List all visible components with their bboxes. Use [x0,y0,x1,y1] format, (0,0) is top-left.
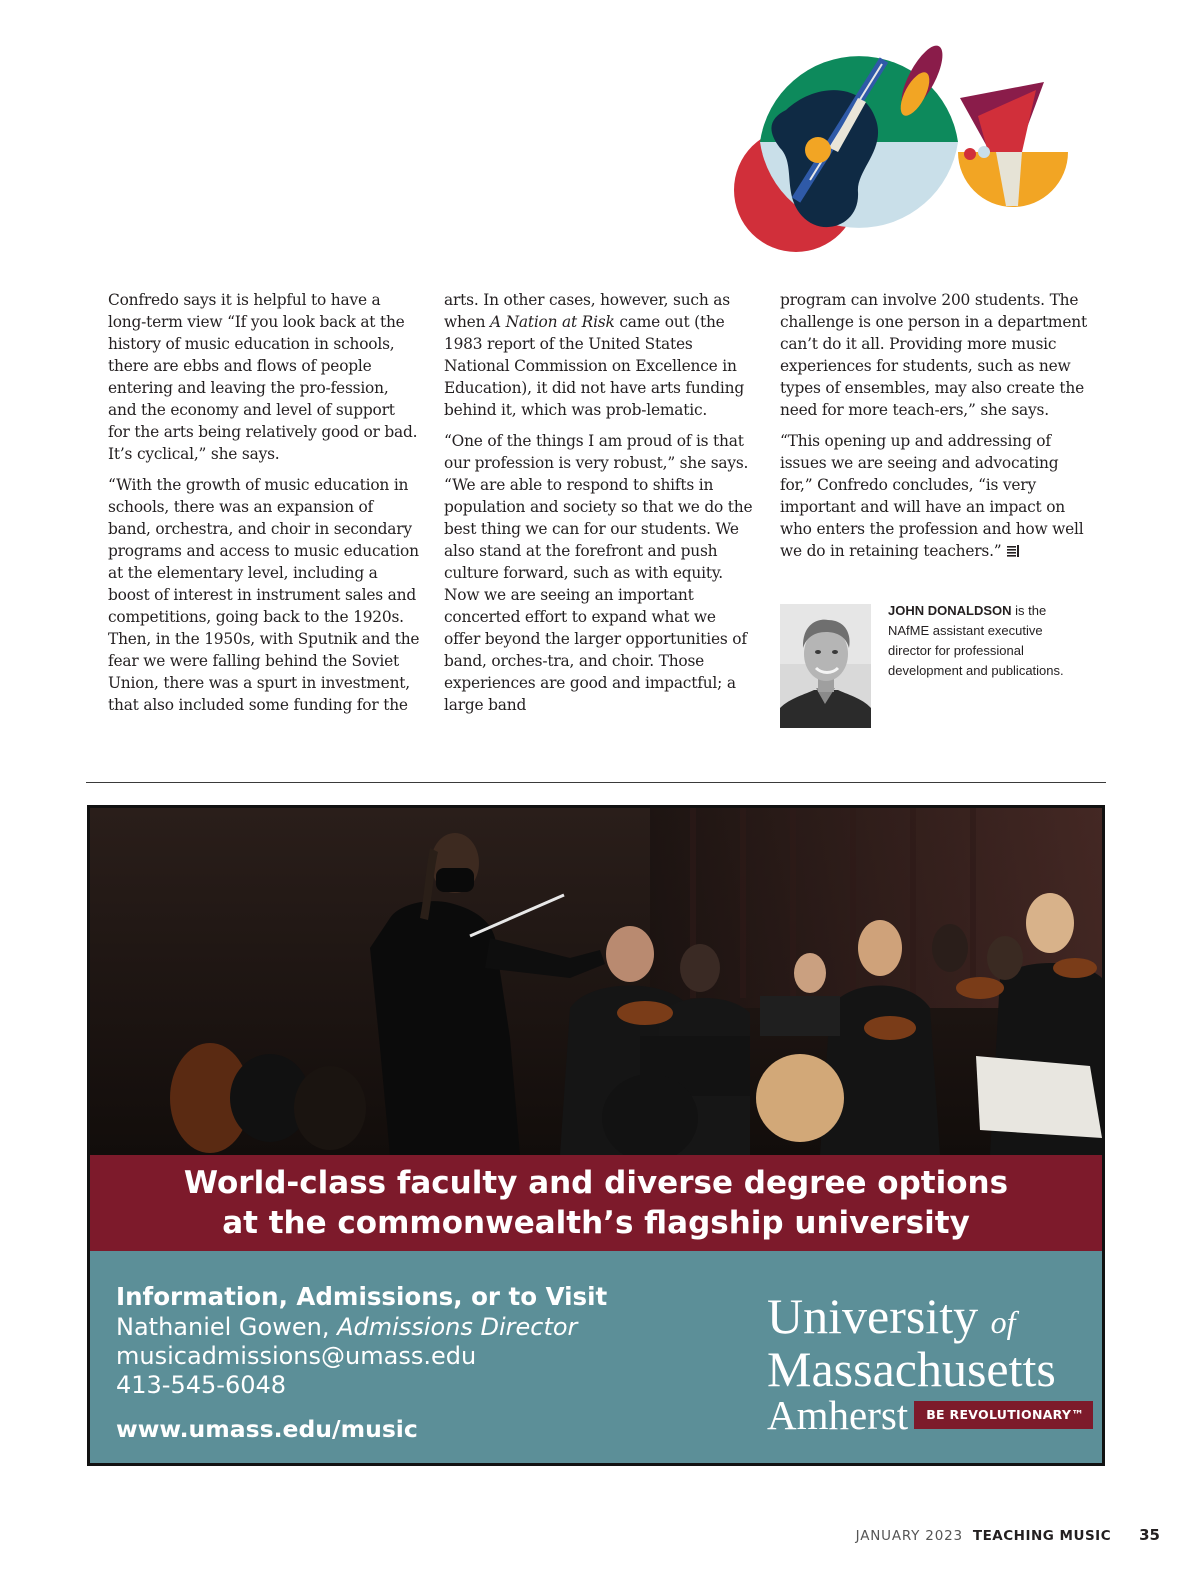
logo-of: of [990,1304,1016,1340]
ad-info-panel [90,1251,1102,1463]
article-column-3 [780,289,1092,571]
ad-phone[interactable]: 413-545-6048 [116,1371,287,1399]
ad-headline-banner [90,1155,1102,1251]
article-column-2 [444,289,756,725]
small-blue-dot-shape [978,146,990,158]
report-title: A Nation at Risk [490,313,615,331]
magazine-title: TEACHING MUSIC [972,1528,1112,1544]
ad-headline-line-2: at the commonwealth’s flagship university [222,1205,970,1241]
end-of-article-icon [1007,545,1019,557]
ad-contact-name [116,1313,607,1342]
article-column-1 [108,289,420,725]
music-instruments-illustration [726,30,1076,256]
logo-massachusetts: Massachusetts [767,1341,1056,1397]
author-name: JOHN DONALDSON [888,603,1012,618]
ad-headline-line-1: World-class faculty and diverse degree options [183,1165,1009,1201]
page-number: 35 [1139,1526,1160,1544]
logo-line-3 [767,1391,1093,1439]
small-red-dot-shape [964,148,976,160]
page-footer [856,1526,1160,1544]
text-run: came out (the 1983 report of the United States National Commission on Excellence in Education), it did not have arts funding behind it, which was prob-lematic. [444,313,744,419]
paragraph [444,289,756,421]
umass-amherst-logo [767,1288,1093,1439]
ad-contact-block [116,1281,607,1444]
paragraph [780,430,1092,562]
author-bio [780,604,1100,730]
logo-amherst: Amherst [767,1392,909,1438]
contact-name: Nathaniel Gowen, [116,1313,338,1341]
guitar-soundhole-icon [805,137,831,163]
paragraph: “One of the things I am proud of is that our profession is very robust,” she says. “We are able to respond to shifts in population and society so that we do the best thing we can for our students. We also stand at the forefront and push culture forward, such as with equity. Now we are seeing an important concerted effort to expand what we offer beyond the larger opportunities of band, orches-tra, and choir. Those experiences are good and impactful; a large band [444,432,753,714]
orchestra-photo [90,808,1102,1155]
author-photo [780,604,871,728]
text-run: arts. In other cases, however, such as when [444,291,730,331]
author-bio-text [888,601,1088,681]
be-revolutionary-badge: BE REVOLUTIONARY™ [914,1401,1093,1429]
ad-email-link[interactable]: musicadmissions@umass.edu [116,1342,477,1370]
contact-title: Admissions Director [337,1313,578,1341]
paragraph: Confredo says it is helpful to have a long-term view “If you look back at the history of music education in schools, there are ebbs and flows of people entering and leaving the pro-fession, and the economy and level of support for the arts being relatively good or bad. It’s cyclical,” she says. [108,291,418,463]
ad-website-link[interactable]: www.umass.edu/music [116,1415,418,1443]
logo-line-1 [767,1288,1093,1347]
ad-info-heading: Information, Admissions, or to Visit [116,1282,608,1311]
section-divider [86,782,1106,783]
paragraph: “With the growth of music education in schools, there was an expansion of band, orchestra, and choir in secondary programs and access to music education at the elementary level, including a boost of interest in instrument sales and competitions, going back to the 1920s. Then, in the 1950s, with Sputnik and the fear we were falling behind the Soviet Union, there was a spurt in investment, that also included some funding for the [108,476,420,714]
issue-date: JANUARY 2023 [855,1528,963,1544]
paragraph: program can involve 200 students. The challenge is one person in a department can’t do it all. Providing more music experiences for students, such as new types of ensembles, may also create the need for more teach-ers,” she says. [780,291,1087,419]
author-description: is the NAfME assistant executive director for professional development and publications. [888,603,1064,678]
logo-university: University [767,1288,979,1344]
umass-advertisement[interactable] [87,805,1105,1466]
text-run: “This opening up and addressing of issues we are seeing and advocating for,” Confredo concludes, “is very important and will have an impact on who enters the profession and how well we do in retaining teachers.” [780,432,1084,560]
